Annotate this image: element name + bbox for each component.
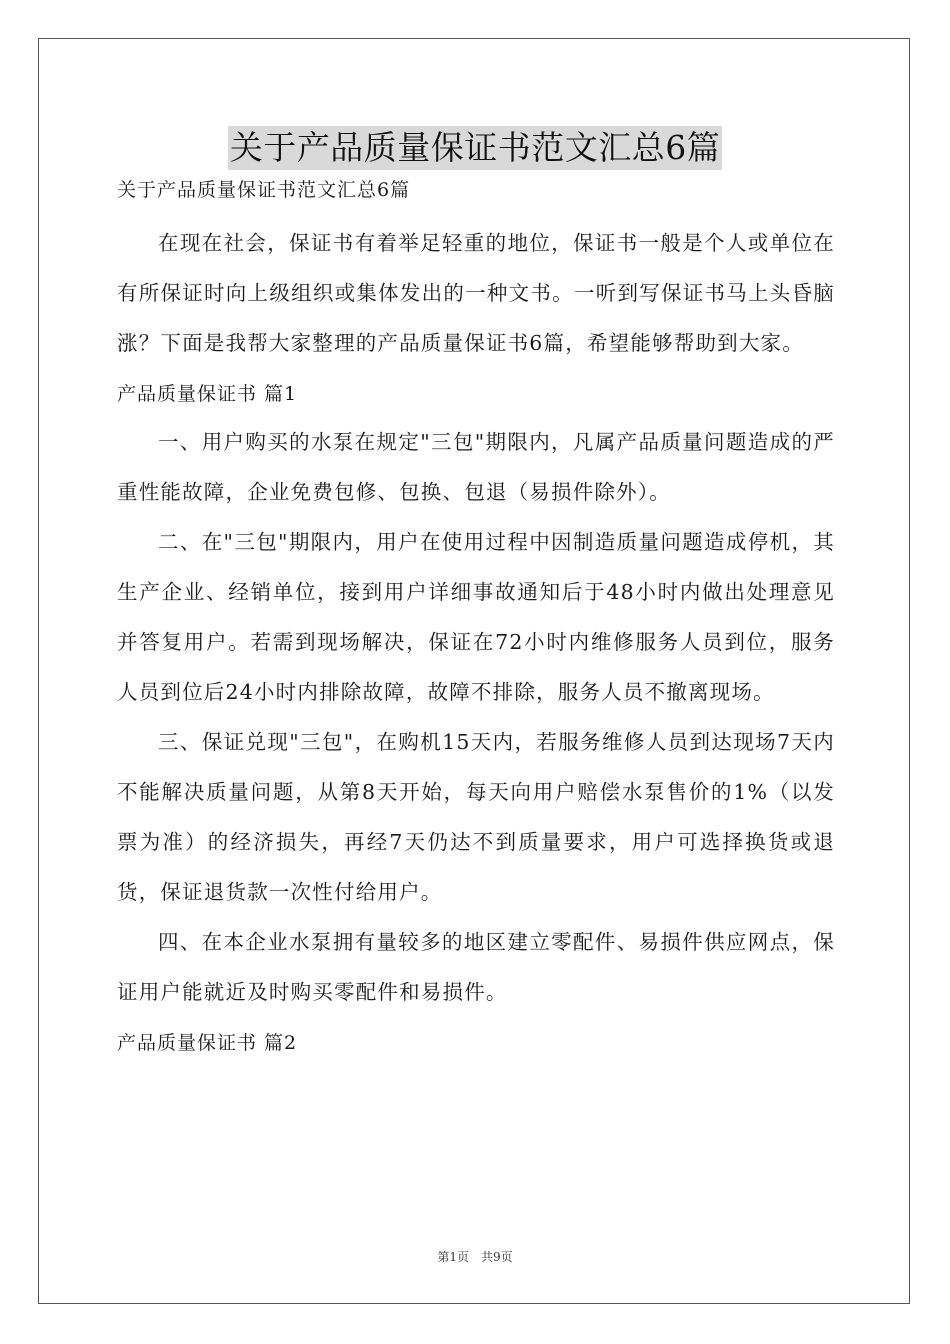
intro-paragraph: 在现在社会，保证书有着举足轻重的地位，保证书一般是个人或单位在有所保证时向上级组织或集体发出的一种文书。一听到写保证书马上头昏脑涨？下面是我帮大家整理的产品质量保证书6篇，希望能够帮助到大家。	[117, 231, 835, 355]
title-container	[0, 126, 950, 170]
paragraph: 一、用户购买的水泵在规定"三包"期限内，凡属产品质量问题造成的严重性能故障，企业免费包修、包换、包退（易损件除外）。	[117, 430, 835, 504]
paragraph: 三、保证兑现"三包"，在购机15天内，若服务维修人员到达现场7天内不能解决质量问题，从第8天开始，每天向用户赔偿水泵售价的1%（以发票为准）的经济损失，再经7天仍达不到质量要求，用户可选择换货或退货，保证退货款一次性付给用户。	[117, 730, 835, 904]
paragraph: 二、在"三包"期限内，用户在使用过程中因制造质量问题造成停机，其生产企业、经销单位，接到用户详细事故通知后于48小时内做出处理意见并答复用户。若需到现场解决，保证在72小时内维修服务人员到位，服务人员到位后24小时内排除故障，故障不排除，服务人员不撤离现场。	[117, 530, 835, 704]
document-body	[117, 178, 835, 1066]
page-number: 第1页 共9页	[437, 1250, 513, 1264]
document-subtitle: 关于产品质量保证书范文汇总6篇	[117, 179, 411, 201]
paragraph: 四、在本企业水泵拥有量较多的地区建立零配件、易损件供应网点，保证用户能就近及时购买零配件和易损件。	[117, 930, 835, 1004]
section-heading-1: 产品质量保证书 篇1	[117, 383, 298, 405]
page-footer	[0, 1248, 950, 1265]
section-heading-2: 产品质量保证书 篇2	[117, 1032, 298, 1054]
document-title: 关于产品质量保证书范文汇总6篇	[228, 126, 723, 170]
